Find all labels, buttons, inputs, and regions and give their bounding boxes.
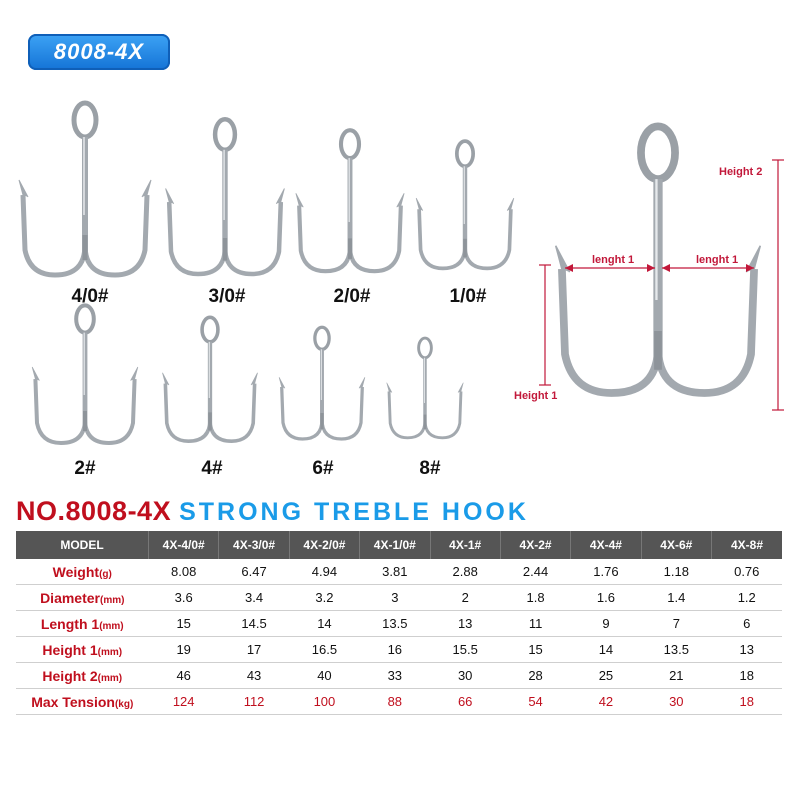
table-cell: 18 — [712, 689, 783, 715]
table-row — [16, 663, 782, 689]
row-label — [16, 559, 149, 585]
table-cell: 11 — [500, 611, 570, 637]
table-cell: 3.4 — [219, 585, 289, 611]
row-label — [16, 663, 149, 689]
row-label — [16, 611, 149, 637]
table-cell: 0.76 — [712, 559, 783, 585]
size-label-2-0: 2/0# — [333, 286, 371, 307]
row-label — [16, 585, 149, 611]
hook-4 — [162, 317, 257, 441]
table-cell: 6.47 — [219, 559, 289, 585]
row-unit: (mm) — [97, 672, 123, 684]
table-cell: 13 — [430, 611, 500, 637]
table-cell: 15.5 — [430, 637, 500, 663]
hook-2-0 — [296, 130, 404, 271]
table-cell: 21 — [641, 663, 711, 689]
hook-2 — [32, 305, 138, 443]
table-cell: 43 — [219, 663, 289, 689]
row-label-text: Weight — [52, 563, 100, 580]
table-cell: 14.5 — [219, 611, 289, 637]
table-cell: 13 — [712, 637, 783, 663]
height2-label: Height 2 — [719, 166, 763, 178]
table-cell: 16 — [360, 637, 430, 663]
table-cell: 3 — [360, 585, 430, 611]
row-unit: (mm) — [99, 620, 124, 632]
table-cell: 3.2 — [289, 585, 359, 611]
table-cell: 40 — [289, 663, 359, 689]
row-label-text: Height 2 — [42, 667, 98, 684]
table-cell: 18 — [712, 663, 783, 689]
table-cell: 1.6 — [571, 585, 641, 611]
table-cell: 4.94 — [289, 559, 359, 585]
table-cell: 46 — [149, 663, 219, 689]
size-label-4-0: 4/0# — [71, 286, 109, 307]
table-cell: 13.5 — [360, 611, 430, 637]
table-cell: 6 — [712, 611, 783, 637]
table-cell: 15 — [500, 637, 570, 663]
header-model-cell: 4X-2# — [500, 531, 570, 559]
header-model-cell: 4X-2/0# — [289, 531, 359, 559]
table-cell: 1.76 — [571, 559, 641, 585]
table-cell: 9 — [571, 611, 641, 637]
header-model-cell: 4X-1# — [430, 531, 500, 559]
table-cell: 3.6 — [149, 585, 219, 611]
table-cell: 2.44 — [500, 559, 570, 585]
model-badge: 8008-4X — [28, 34, 170, 70]
height1-label: Height 1 — [514, 390, 558, 402]
product-name: STRONG TREBLE HOOK — [179, 498, 529, 526]
table-cell: 88 — [360, 689, 430, 715]
table-row — [16, 585, 782, 611]
table-row — [16, 611, 782, 637]
row-label-text: Length 1 — [40, 615, 100, 632]
hook-8 — [387, 338, 464, 438]
row-unit: (kg) — [114, 698, 134, 710]
table-cell: 1.18 — [641, 559, 711, 585]
header-model-cell: 4X-4/0# — [149, 531, 219, 559]
size-label-6: 6# — [312, 458, 334, 479]
row-label-text: Height 1 — [42, 641, 98, 658]
row-unit: (g) — [99, 568, 112, 580]
table-cell: 3.81 — [360, 559, 430, 585]
size-label-1-0: 1/0# — [449, 286, 487, 307]
table-cell: 19 — [149, 637, 219, 663]
size-label-4: 4# — [201, 458, 223, 479]
spec-table — [16, 531, 782, 715]
length1-left-label: lenght 1 — [592, 254, 635, 266]
table-cell: 42 — [571, 689, 641, 715]
table-cell: 30 — [430, 663, 500, 689]
table-cell: 8.08 — [149, 559, 219, 585]
hook-4-0 — [19, 103, 151, 275]
row-unit: (mm) — [97, 646, 123, 658]
table-cell: 15 — [149, 611, 219, 637]
size-label-2: 2# — [74, 458, 96, 479]
table-cell: 14 — [289, 611, 359, 637]
product-code: NO.8008-4X — [16, 496, 172, 526]
table-cell: 16.5 — [289, 637, 359, 663]
table-cell: 7 — [641, 611, 711, 637]
table-cell: 14 — [571, 637, 641, 663]
table-row — [16, 559, 782, 585]
table-row — [16, 637, 782, 663]
row-label — [16, 637, 149, 663]
row-label-text: Diameter — [40, 589, 100, 606]
table-cell: 112 — [219, 689, 289, 715]
header-model-cell: 4X-4# — [571, 531, 641, 559]
header-model-cell: 4X-3/0# — [219, 531, 289, 559]
header-model: MODEL — [16, 531, 149, 559]
table-cell: 100 — [289, 689, 359, 715]
table-cell: 1.4 — [641, 585, 711, 611]
table-cell: 2 — [430, 585, 500, 611]
table-cell: 1.2 — [712, 585, 783, 611]
size-label-3-0: 3/0# — [208, 286, 246, 307]
length1-right-label: lenght 1 — [696, 254, 739, 266]
size-label-8: 8# — [419, 458, 441, 479]
table-cell: 30 — [641, 689, 711, 715]
hook-1-0 — [416, 141, 514, 268]
table-row — [16, 689, 782, 715]
table-cell: 54 — [500, 689, 570, 715]
row-label-text: Max Tension — [31, 693, 115, 710]
table-header-row — [16, 531, 782, 559]
header-model-cell: 4X-1/0# — [360, 531, 430, 559]
header-model-cell: 4X-6# — [641, 531, 711, 559]
table-cell: 2.88 — [430, 559, 500, 585]
table-cell: 33 — [360, 663, 430, 689]
table-cell: 13.5 — [641, 637, 711, 663]
row-label — [16, 689, 149, 715]
hook-6 — [279, 327, 365, 439]
table-cell: 17 — [219, 637, 289, 663]
table-cell: 25 — [571, 663, 641, 689]
product-title — [16, 496, 529, 527]
table-cell: 124 — [149, 689, 219, 715]
row-unit: (mm) — [99, 594, 125, 606]
table-cell: 1.8 — [500, 585, 570, 611]
table-cell: 66 — [430, 689, 500, 715]
header-model-cell: 4X-8# — [712, 531, 783, 559]
table-cell: 28 — [500, 663, 570, 689]
hook-3-0 — [166, 119, 285, 274]
